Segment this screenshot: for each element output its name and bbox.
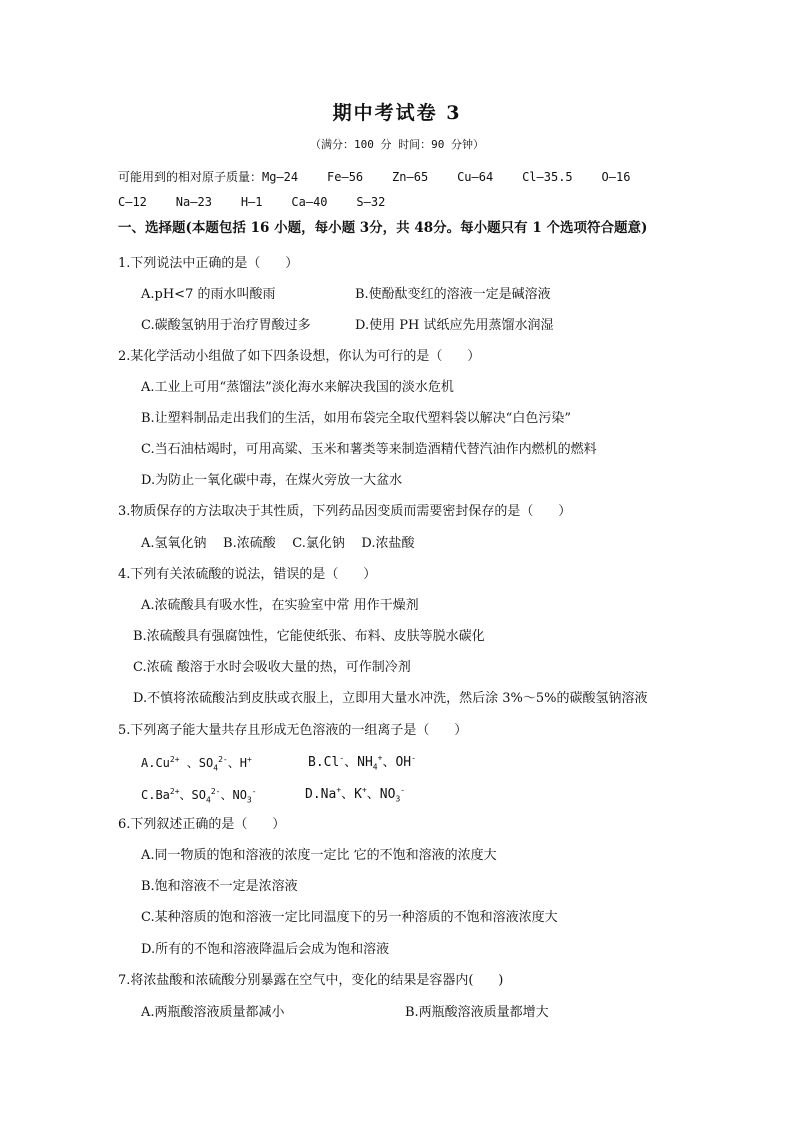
question-4-option-d: D.不慎将浓硫酸沾到皮肤或衣服上，立即用大量水冲洗，然后涂 3%～5%的碳酸氢钠溶液 <box>133 691 648 706</box>
question-3-stem: 3.物质保存的方法取决于其性质，下列药品因变质而需要密封保存的是（ ） <box>118 504 572 519</box>
question-2-option-b: B.让塑料制品走出我们的生活，如用布袋完全取代塑料袋以解决“白色污染” <box>141 411 571 426</box>
question-5-option-b: B.Cl-、$NH_4^+$、OH- <box>308 753 416 772</box>
question-5-option-d: D.Na+、K+、$NO_3^-$ <box>305 785 406 804</box>
atomic-masses-line-2: C—12 Na—23 H—1 Ca—40 S—32 <box>118 195 386 209</box>
question-4-option-a: A.浓硫酸具有吸水性，在实验室中常 用作干燥剂 <box>141 598 419 613</box>
question-7-option-a: A.两瓶酸溶液质量都减小 <box>141 1005 285 1020</box>
question-2-stem: 2.某化学活动小组做了如下四条设想，你认为可行的是（ ） <box>118 349 481 364</box>
question-1-stem: 1.下列说法中正确的是（ ） <box>118 256 299 271</box>
question-6-stem: 6.下列叙述正确的是（ ） <box>118 817 286 832</box>
question-2-option-d: D.为防止一氧化碳中毒，在煤火旁放一大盆水 <box>141 473 403 488</box>
atomic-masses-line-1: 可能用到的相对原子质量：Mg—24 Fe—56 Zn—65 Cu—64 Cl—35.5 O—16 <box>118 170 631 184</box>
page-title: 期中考试卷 3 <box>332 102 462 124</box>
question-6-option-c: C.某种溶质的饱和溶液一定比同温度下的另一种溶质的不饱和溶液浓度大 <box>141 910 558 925</box>
exam-subtitle: （满分：100 分 时间：90 分钟） <box>310 138 484 151</box>
question-2-option-a: A.工业上可用“蒸馏法”淡化海水来解决我国的淡水危机 <box>141 380 454 395</box>
question-1-option-b: B.使酚酞变红的溶液一定是碱溶液 <box>355 287 551 302</box>
question-3-options: A.氢氧化钠 B.浓硫酸 C.氯化钠 D.浓盐酸 <box>141 536 415 551</box>
question-7-stem: 7.将浓盐酸和浓硫酸分别暴露在空气中，变化的结果是容器内( ) <box>118 973 504 988</box>
question-4-option-b: B.浓硫酸具有强腐蚀性，它能使纸张、布料、皮肤等脱水碳化 <box>133 629 485 644</box>
question-5-stem: 5.下列离子能大量共存且形成无色溶液的一组离子是（ ） <box>118 723 468 738</box>
question-1-option-c: C.碳酸氢钠用于治疗胃酸过多 <box>141 318 311 333</box>
question-1-option-d: D.使用 PH 试纸应先用蒸馏水润湿 <box>355 318 554 333</box>
question-4-stem: 4.下列有关浓硫酸的说法，错误的是（ ） <box>118 567 377 582</box>
question-1-option-a: A.pH<7 的雨水叫酸雨 <box>141 287 276 302</box>
section-heading: 一、选择题(本题包括 16 小题，每小题 3分，共 48分。每小题只有 1 个选项符合题意) <box>118 220 648 236</box>
question-5-option-c: $C.Ba^{2+}$、$SO_4^{2-}$、$NO_3^-$ <box>141 787 257 805</box>
question-6-option-d: D.所有的不饱和溶液降温后会成为饱和溶液 <box>141 942 390 957</box>
question-6-option-a: A.同一物质的饱和溶液的浓度一定比 它的不饱和溶液的浓度大 <box>141 848 497 863</box>
question-5-option-a: $A.Cu^{2+}$ 、$SO_4^{2-}$、H+ <box>141 755 252 773</box>
question-7-option-b: B.两瓶酸溶液质量都增大 <box>405 1005 549 1020</box>
question-4-option-c: C.浓硫 酸溶于水时会吸收大量的热，可作制冷剂 <box>133 660 411 675</box>
question-6-option-b: B.饱和溶液不一定是浓溶液 <box>141 879 298 894</box>
question-2-option-c: C.当石油枯竭时，可用高粱、玉米和薯类等来制造酒精代替汽油作内燃机的燃料 <box>141 442 597 457</box>
